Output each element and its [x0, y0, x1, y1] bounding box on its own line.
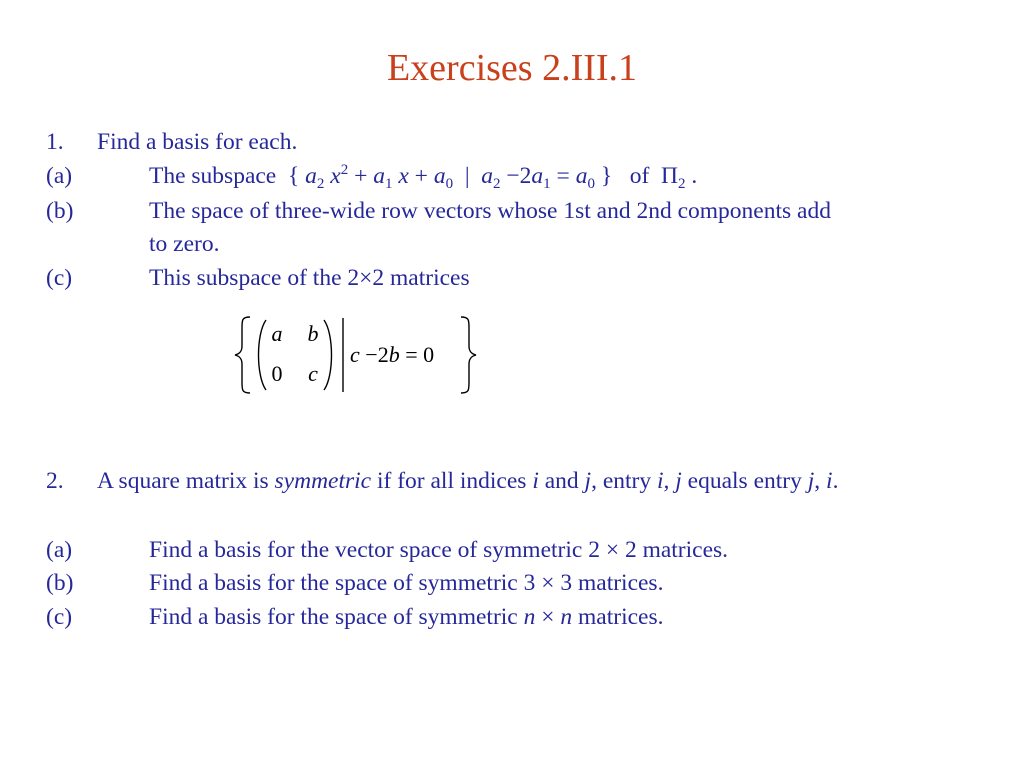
item-text-prefix: The subspace: [149, 163, 277, 189]
matrix-cell: 0: [271, 361, 283, 386]
index-i: i: [532, 468, 539, 494]
variable-x: x: [330, 163, 341, 189]
subscript: 1: [543, 176, 551, 192]
period: .: [691, 163, 698, 189]
cond-c: c: [350, 342, 360, 367]
item-label: (a): [46, 537, 73, 563]
plus-sign: +: [414, 163, 428, 189]
cond-a1: a: [531, 163, 544, 189]
subscript: 2: [493, 176, 501, 192]
left-paren-icon: [259, 320, 267, 390]
coef-a1: a: [373, 163, 385, 189]
right-brace-icon: [461, 317, 476, 393]
cond-a2: a: [481, 163, 494, 189]
item-text: Find a basis for the space of symmetric 3 × 3 matrices.: [149, 570, 664, 596]
coef-a0: a: [433, 163, 446, 189]
minus-sign: −: [506, 163, 520, 189]
item-text: [149, 161, 697, 191]
item-text: This subspace of the 2×2 matrices: [149, 265, 470, 291]
set-expression: [288, 162, 618, 192]
coefficient-two: 2: [377, 342, 389, 367]
pi-symbol: Π: [661, 163, 679, 189]
item-label: (a): [46, 163, 73, 189]
question-text: [97, 466, 838, 496]
left-brace-icon: [235, 317, 250, 393]
such-that-bar: |: [464, 163, 470, 189]
right-paren-icon: [324, 320, 332, 390]
coef-a2: a: [305, 163, 317, 189]
item-text: Find a basis for the vector space of symmetric 2 × 2 matrices.: [149, 537, 729, 563]
item-label: (c): [46, 265, 73, 291]
text-run: A square matrix is: [97, 468, 269, 494]
item-label: (b): [46, 570, 74, 596]
question-text: Find a basis for each.: [97, 129, 298, 155]
text-run: and: [544, 468, 579, 494]
subscript: 2: [678, 176, 686, 192]
item-label: (c): [46, 604, 73, 630]
set-open-brace: {: [288, 163, 300, 189]
item-text-line2: to zero.: [149, 231, 220, 257]
word-of: of: [629, 163, 650, 189]
var-n: n: [560, 604, 573, 630]
question-number: 1.: [46, 129, 64, 155]
equals-sign: =: [556, 163, 570, 189]
plus-sign: +: [354, 163, 368, 189]
subscript: 2: [316, 176, 325, 192]
minus-sign: −: [365, 342, 378, 367]
zero: 0: [423, 342, 435, 367]
index-pair: i, j: [656, 468, 682, 494]
period: .: [832, 468, 839, 494]
subscript: 1: [384, 176, 393, 192]
item-text-line1: The space of three-wide row vectors whose 1st and 2nd components add: [149, 198, 831, 224]
subscript: 0: [445, 176, 454, 192]
index-i: i: [826, 468, 833, 494]
variable-x: x: [398, 163, 409, 189]
matrix-cell: b: [307, 321, 319, 346]
slide-title: Exercises 2.III.1: [386, 47, 638, 89]
equals-sign: =: [405, 342, 418, 367]
index-j: j: [584, 468, 592, 494]
matrix-cell: a: [271, 321, 283, 346]
term-symmetric: symmetric: [274, 468, 372, 494]
coefficient-two: 2: [519, 163, 532, 189]
comma: ,: [814, 468, 821, 494]
item-text: [149, 602, 663, 632]
question-number: 2.: [46, 468, 64, 494]
var-n: n: [523, 604, 536, 630]
superscript: 2: [340, 162, 349, 178]
text-run: , entry: [591, 468, 652, 494]
text-run: Find a basis for the space of symmetric: [149, 604, 518, 630]
text-run: if for all indices: [377, 468, 527, 494]
cond-b: b: [388, 342, 400, 367]
cond-a0: a: [575, 163, 588, 189]
matrix-condition: [350, 342, 434, 368]
matrix-cell: c: [308, 361, 318, 386]
item-label: (b): [46, 198, 74, 224]
subscript: 0: [587, 176, 595, 192]
matrix-set-expression: [232, 314, 482, 396]
times-sign: ×: [541, 604, 555, 630]
index-j: j: [807, 468, 815, 494]
text-run: equals entry: [687, 468, 802, 494]
set-close-brace: }: [600, 163, 613, 189]
text-run: matrices.: [578, 604, 664, 630]
